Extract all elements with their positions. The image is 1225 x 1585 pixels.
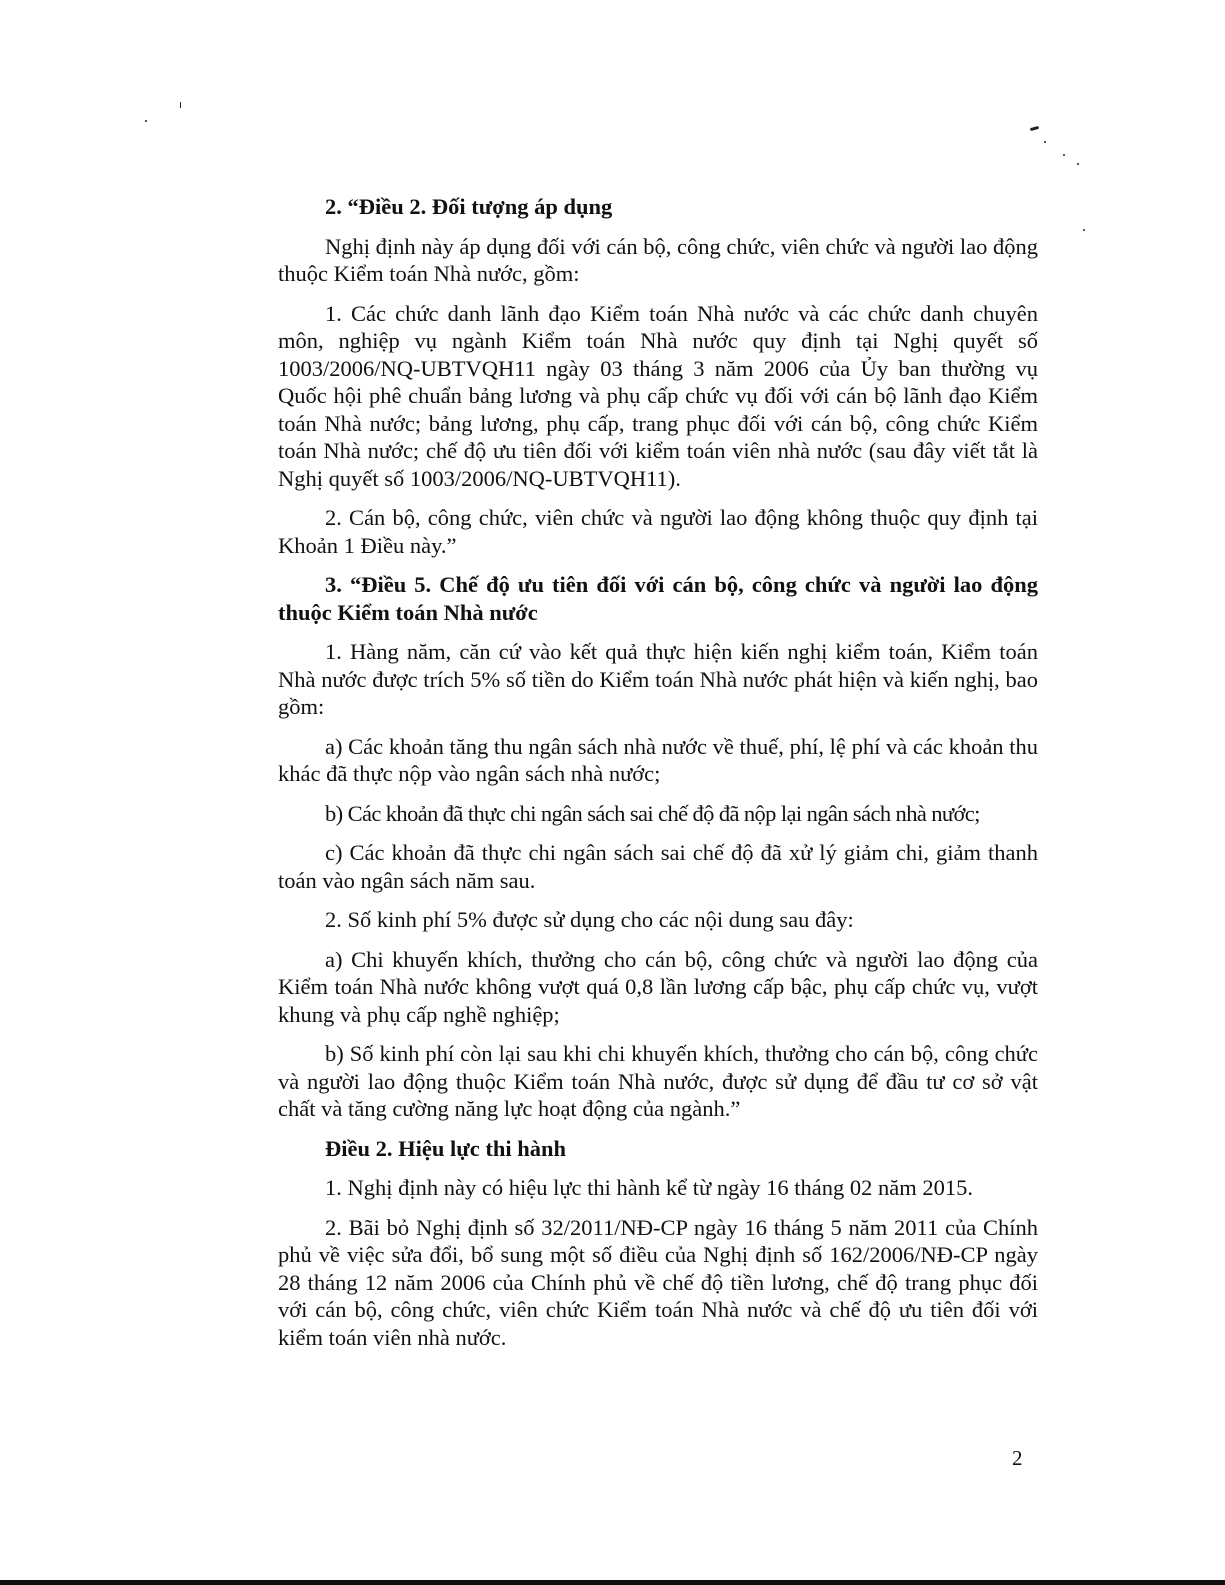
- article-2-heading: Điều 2. Hiệu lực thi hành: [325, 1135, 567, 1161]
- scan-bottom-edge: [0, 1580, 1225, 1585]
- section-2-intro: Nghị định này áp dụng đối với cán bộ, công chức, viên chức và người lao động thuộc Kiểm toán Nhà nước, gồm:: [278, 233, 1038, 286]
- section-3-item-1-c: c) Các khoản đã thực chi ngân sách sai chế độ đã xử lý giảm chi, giảm thanh toán vào ngân sách năm sau.: [278, 840, 1038, 893]
- scan-speck: [1063, 154, 1065, 156]
- section-2-item-2: 2. Cán bộ, công chức, viên chức và người lao động không thuộc quy định tại Khoản 1 Điều này.”: [278, 505, 1038, 558]
- section-3-heading: 3. “Điều 5. Chế độ ưu tiên đối với cán bộ, công chức và người lao động thuộc Kiểm toán Nhà nước: [278, 572, 1038, 625]
- article-2-item-1: 1. Nghị định này có hiệu lực thi hành kể từ ngày 16 tháng 02 năm 2015.: [325, 1175, 974, 1200]
- section-3-item-2-a: a) Chi khuyến khích, thưởng cho cán bộ, công chức và người lao động của Kiểm toán Nhà nước không vượt quá 0,8 lần lương cấp bậc, phụ cấp chức vụ, vượt khung và phụ cấp nghề nghiệp;: [278, 946, 1038, 1027]
- section-3-item-2: 2. Số kinh phí 5% được sử dụng cho các nội dung sau đây:: [325, 907, 854, 932]
- article-2-item-2: 2. Bãi bỏ Nghị định số 32/2011/NĐ-CP ngày 16 tháng 5 năm 2011 của Chính phủ về việc sửa đổi, bổ sung một số điều của Nghị định số 162/2006/NĐ-CP ngày 28 tháng 12 năm 2006 của Chính phủ về chế độ tiền lương, chế độ trang phục đối với cán bộ, công chức, viên chức Kiểm toán Nhà nước và chế độ ưu tiên đối với kiểm toán viên nhà nước.: [278, 1214, 1038, 1350]
- section-3-item-1-a: a) Các khoản tăng thu ngân sách nhà nước về thuế, phí, lệ phí và các khoản thu khác đã thực nộp vào ngân sách nhà nước;: [278, 733, 1038, 786]
- section-3-item-1: 1. Hàng năm, căn cứ vào kết quả thực hiện kiến nghị kiểm toán, Kiểm toán Nhà nước được trích 5% số tiền do Kiểm toán Nhà nước phát hiện và kiến nghị, bao gồm:: [278, 639, 1038, 719]
- scan-speck: [145, 120, 147, 122]
- page-number: 2: [1012, 1446, 1023, 1470]
- scan-speck: [1044, 141, 1046, 143]
- section-2-item-1: 1. Các chức danh lãnh đạo Kiểm toán Nhà nước và các chức danh chuyên môn, nghiệp vụ ngành Kiểm toán Nhà nước quy định tại Nghị quyết số 1003/2006/NQ-UBTVQH11 ngày 03 tháng 3 năm 2006 của Ủy ban thường vụ Quốc hội phê chuẩn bảng lương và phụ cấp chức vụ đối với cán bộ lãnh đạo Kiểm toán Nhà nước; bảng lương, phụ cấp, trang phục đối với cán bộ, công chức Kiểm toán Nhà nước; chế độ ưu tiên đối với kiểm toán viên nhà nước (sau đây viết tắt là Nghị quyết số 1003/2006/NQ-UBTVQH11).: [278, 300, 1038, 491]
- scan-speck: [180, 102, 181, 108]
- scan-speck: [1083, 229, 1085, 231]
- section-2-heading: 2. “Điều 2. Đối tượng áp dụng: [325, 194, 613, 219]
- section-3-item-2-b: b) Số kinh phí còn lại sau khi chi khuyến khích, thưởng cho cán bộ, công chức và người lao động thuộc Kiểm toán Nhà nước, được sử dụng để đầu tư cơ sở vật chất và tăng cường năng lực hoạt động của ngành.”: [278, 1041, 1038, 1121]
- scan-speck: [1030, 126, 1039, 131]
- document-body: [278, 193, 1038, 1363]
- section-3-item-1-b: b) Các khoản đã thực chi ngân sách sai chế độ đã nộp lại ngân sách nhà nước;: [325, 800, 980, 826]
- scan-speck: [1077, 163, 1079, 165]
